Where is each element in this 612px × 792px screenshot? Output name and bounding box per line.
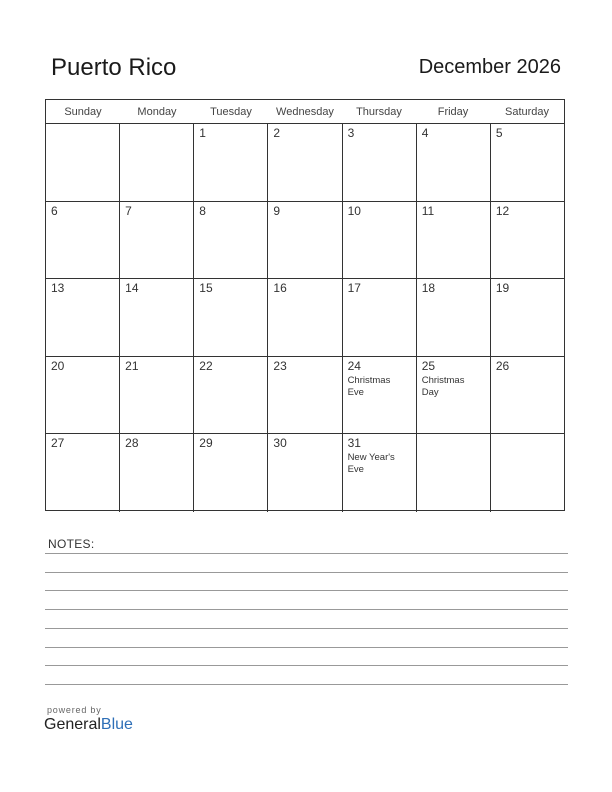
note-line [45, 553, 568, 554]
day-cell [343, 202, 417, 279]
holiday-label [348, 452, 411, 476]
day-cell [343, 357, 417, 434]
day-number: 12 [495, 203, 510, 218]
weekday-header: Monday [137, 106, 177, 118]
day-cell [120, 357, 194, 434]
notes-label: NOTES: [48, 537, 95, 551]
day-cell [417, 279, 491, 356]
day-number: 7 [125, 203, 132, 218]
day-cell [491, 124, 564, 201]
day-number: 24 [347, 358, 361, 373]
week-row [46, 279, 564, 357]
day-number: 30 [273, 436, 287, 451]
day-cell [46, 434, 120, 512]
day-cell [120, 279, 194, 356]
day-number: 3 [347, 126, 355, 140]
day-cell [417, 124, 491, 201]
day-number: 1 [199, 126, 206, 140]
calendar-grid [45, 99, 565, 511]
day-cell [194, 357, 268, 434]
day-cell [268, 357, 342, 434]
day-cell [491, 357, 564, 434]
day-number: 6 [51, 203, 58, 218]
holiday-line: Eve [347, 386, 364, 398]
holiday-line: Day [421, 386, 439, 398]
weekday-header: Saturday [504, 106, 550, 118]
powered-by-text: powered by [47, 705, 102, 715]
weekday-header-row [46, 100, 564, 124]
day-cell [343, 124, 417, 201]
day-cell [491, 202, 564, 279]
day-number: 5 [495, 126, 503, 140]
weekday-header: Tuesday [210, 106, 252, 118]
brand-logo [44, 716, 133, 734]
day-cell [46, 357, 120, 434]
day-cell [120, 202, 194, 279]
holiday-line: Christmas [421, 374, 465, 386]
brand-blue-text: Blue [100, 716, 133, 733]
note-line [45, 590, 568, 591]
week-row [46, 124, 564, 202]
day-number: 28 [125, 436, 139, 451]
holiday-label [422, 375, 485, 399]
day-number: 13 [51, 281, 65, 296]
day-cell [194, 202, 268, 279]
day-number: 29 [199, 436, 213, 451]
day-number: 22 [199, 358, 213, 373]
day-cell [268, 202, 342, 279]
day-number: 21 [125, 358, 139, 373]
holiday-line: Christmas [347, 374, 391, 386]
day-number: 10 [347, 203, 361, 218]
country-title: Puerto Rico [51, 54, 177, 81]
day-number: 16 [273, 281, 287, 296]
day-number: 25 [421, 358, 436, 373]
day-cell [417, 357, 491, 434]
week-row [46, 357, 564, 435]
day-number: 19 [495, 281, 510, 296]
day-number: 18 [421, 281, 436, 296]
day-cell [120, 124, 194, 201]
weekday-header: Sunday [64, 106, 102, 118]
day-cell [194, 434, 268, 512]
day-cell [120, 434, 194, 512]
day-cell [343, 279, 417, 356]
day-cell [46, 202, 120, 279]
day-cell [268, 279, 342, 356]
month-title: December 2026 [418, 56, 561, 78]
holiday-line: New Year's [347, 452, 395, 464]
day-number: 27 [51, 436, 65, 451]
brand-general-text: General [44, 716, 101, 733]
day-number: 26 [495, 358, 510, 373]
day-cell [46, 124, 120, 201]
day-number: 15 [199, 281, 213, 296]
day-cell [194, 124, 268, 201]
day-number: 20 [51, 358, 65, 373]
day-number: 23 [273, 358, 287, 373]
day-number: 14 [125, 281, 139, 296]
day-cell [194, 279, 268, 356]
day-cell [417, 434, 491, 512]
day-number: 2 [273, 126, 281, 140]
weekday-header: Wednesday [276, 106, 334, 118]
day-cell [46, 279, 120, 356]
day-number: 9 [273, 203, 281, 218]
day-number: 8 [199, 203, 206, 218]
note-line [45, 665, 568, 666]
note-line [45, 628, 568, 629]
note-line [45, 572, 568, 573]
day-cell [417, 202, 491, 279]
holiday-line: Eve [347, 464, 364, 476]
day-number: 31 [347, 436, 361, 451]
note-line [45, 684, 568, 685]
day-cell [491, 434, 564, 512]
weeks-container [46, 124, 564, 512]
day-number: 17 [347, 281, 361, 296]
day-cell [491, 279, 564, 356]
note-line [45, 609, 568, 610]
day-number: 11 [421, 203, 435, 218]
note-line [45, 647, 568, 648]
day-cell [268, 124, 342, 201]
day-cell [268, 434, 342, 512]
week-row [46, 434, 564, 512]
holiday-label [348, 375, 411, 399]
day-cell [343, 434, 417, 512]
weekday-header: Friday [437, 106, 469, 118]
week-row [46, 202, 564, 280]
weekday-header: Thursday [356, 106, 402, 118]
day-number: 4 [421, 126, 429, 140]
